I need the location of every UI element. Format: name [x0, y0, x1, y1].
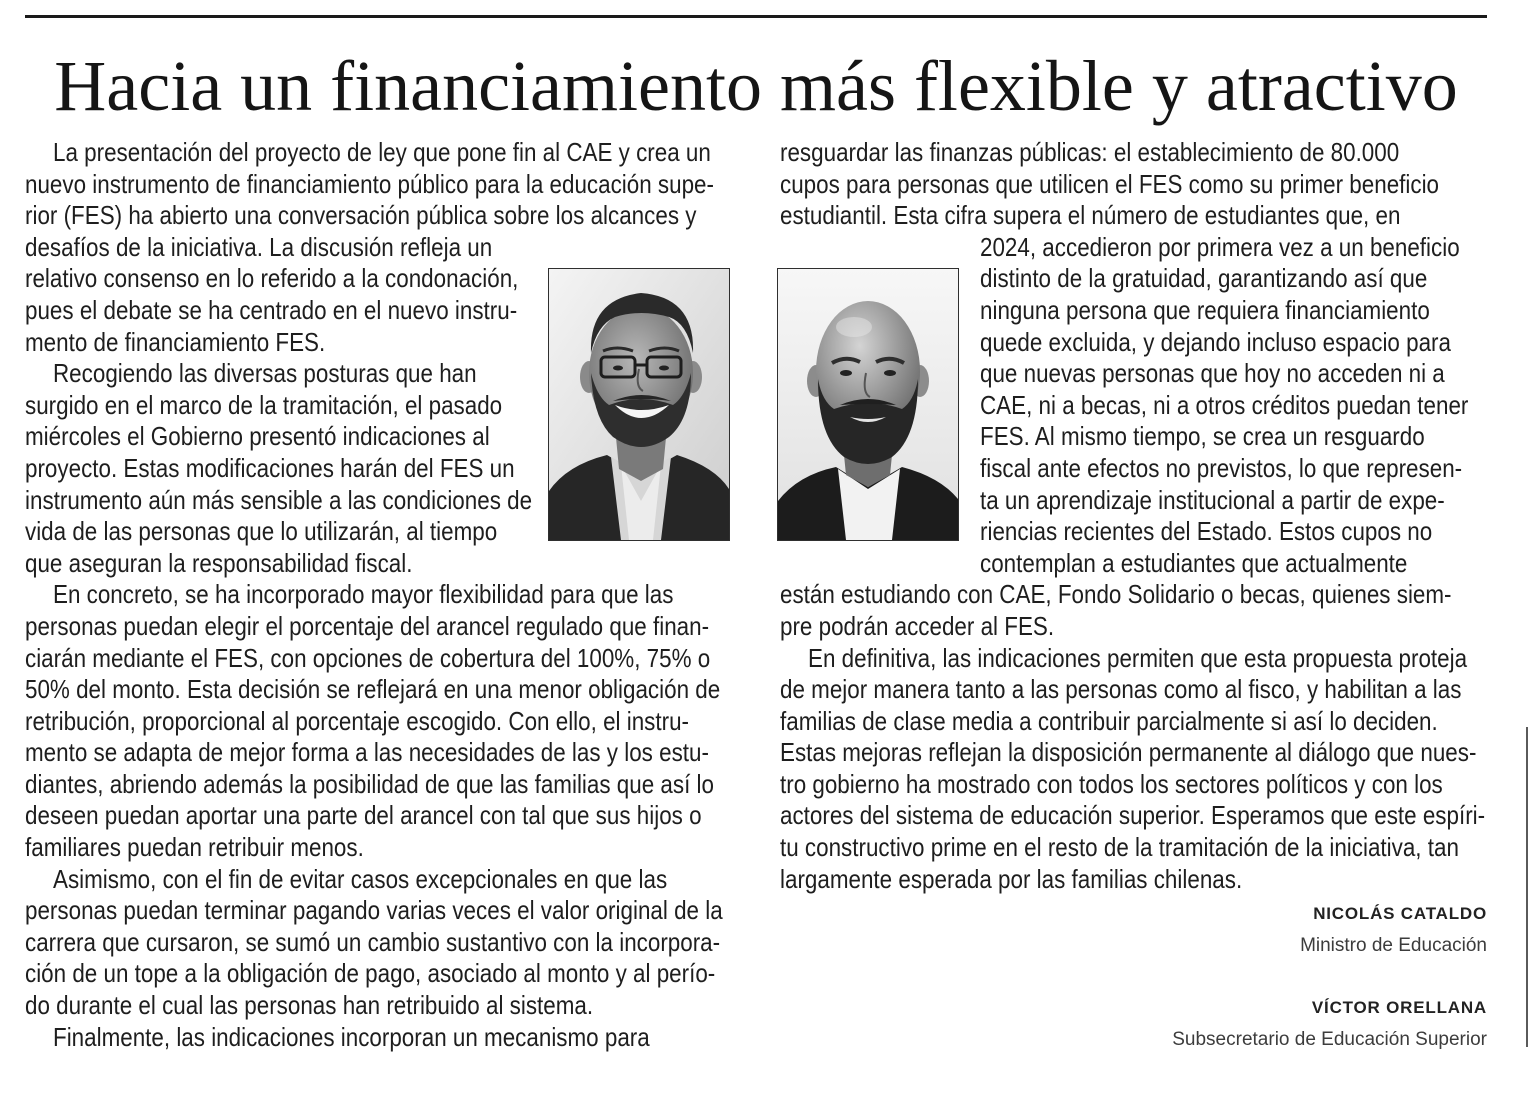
text-line: do durante el cual las personas han retribuido al sistema. — [25, 990, 594, 1021]
author-photo-left — [548, 268, 730, 541]
paragraph-6 — [780, 643, 1487, 896]
text-line: ta un aprendizaje institucional a partir de expe- — [980, 484, 1445, 515]
text-line: están estudiando con CAE, Fondo Solidario o becas, quienes siem- — [780, 579, 1452, 610]
signature-block-2 — [1172, 992, 1487, 1055]
author-name: VÍCTOR ORELLANA — [1311, 998, 1487, 1017]
text-line: surgido en el marco de la tramitación, el pasado — [25, 389, 503, 420]
text-line: instrumento aún más sensible a las condiciones de — [25, 484, 533, 515]
text-line: fiscal ante efectos no previstos, lo que represen- — [980, 452, 1463, 483]
text-line: familiares puedan retribuir menos. — [25, 832, 364, 863]
text-line: mento de financiamiento FES. — [25, 326, 326, 357]
author-name: NICOLÁS CATALDO — [1313, 904, 1487, 923]
author-role: Ministro de Educación — [1300, 934, 1487, 956]
text-line: personas puedan terminar pagando varias veces el valor original de la — [25, 895, 723, 926]
text-line: 50% del monto. Esta decisión se reflejará en una menor obligación de — [25, 674, 721, 705]
text-line: En concreto, se ha incorporado mayor flexibilidad para que las — [53, 579, 674, 610]
text-line: Asimismo, con el fin de evitar casos excepcionales en que las — [53, 863, 668, 894]
text-line: ción de un tope a la obligación de pago, asociado al monto y al perío- — [25, 958, 716, 989]
text-line: largamente esperada por las familias chilenas. — [780, 863, 1243, 894]
text-line: 2024, accedieron por primera vez a un beneficio — [980, 231, 1460, 262]
top-rule — [25, 15, 1487, 18]
text-line: estudiantil. Esta cifra supera el número de estudiantes que, en — [780, 200, 1401, 231]
text-line: retribución, proporcional al porcentaje escogido. Con ello, el instru- — [25, 705, 690, 736]
text-line: Recogiendo las diversas posturas que han — [53, 358, 477, 389]
text-line: resguardar las finanzas públicas: el establecimiento de 80.000 — [780, 137, 1400, 167]
text-line: que aseguran la responsabilidad fiscal. — [25, 547, 413, 578]
text-line: rior (FES) ha abierto una conversación pública sobre los alcances y — [25, 200, 697, 231]
text-line: mento se adapta de mejor forma a las necesidades de las y los estu- — [25, 737, 709, 768]
text-line: contemplan a estudiantes que actualmente — [980, 547, 1408, 578]
text-line: proyecto. Estas modificaciones harán del FES un — [25, 452, 515, 483]
text-line: que nuevas personas que hoy no acceden ni a — [980, 358, 1445, 389]
text-line: familias de clase media a contribuir parcialmente si así lo deciden. — [780, 705, 1438, 736]
text-line: Estas mejoras reflejan la disposición permanente al diálogo que nues- — [780, 737, 1477, 768]
text-line: vida de las personas que lo utilizarán, al tiempo — [25, 516, 498, 547]
text-line: tro gobierno ha mostrado con todos los sectores políticos y con los — [780, 768, 1443, 799]
text-line: actores del sistema de educación superior. Esperamos que este espíri- — [780, 800, 1486, 831]
text-line: La presentación del proyecto de ley que pone fin al CAE y crea un — [53, 137, 711, 167]
text-line: deseen puedan aportar una parte del arancel con tal que sus hijos o — [25, 800, 702, 831]
text-line: relativo consenso en lo referido a la condonación, — [25, 263, 519, 294]
text-line: quede excluida, y dejando incluso espacio para — [980, 326, 1451, 357]
text-line: miércoles el Gobierno presentó indicaciones al — [25, 421, 490, 452]
text-line: CAE, ni a becas, ni a otros créditos puedan tener — [980, 389, 1469, 420]
adjacent-column-rule — [1526, 727, 1528, 1047]
text-line: ciarán mediante el FES, con opciones de cobertura del 100%, 75% o — [25, 642, 711, 673]
text-line: tu constructivo prime en el resto de la tramitación de la iniciativa, tan — [780, 832, 1459, 863]
paragraph-3 — [25, 579, 722, 863]
text-line: pues el debate se ha centrado en el nuevo instru- — [25, 294, 518, 325]
text-line: En definitiva, las indicaciones permiten que esta propuesta proteja — [808, 642, 1468, 673]
paragraph-4 — [25, 864, 722, 1022]
text-line: nuevo instrumento de financiamiento público para la educación supe- — [25, 168, 714, 199]
headline: Hacia un financiamiento más flexible y atractivo — [54, 46, 1458, 126]
author-role: Subsecretario de Educación Superior — [1172, 1028, 1487, 1050]
text-line: personas puedan elegir el porcentaje del arancel regulado que finan- — [25, 610, 710, 641]
text-line: FES. Al mismo tiempo, se crea un resguardo — [980, 421, 1425, 452]
signature-block-1 — [1300, 898, 1487, 961]
text-line: riencias recientes del Estado. Estos cupos no — [980, 516, 1433, 547]
text-line: distinto de la gratuidad, garantizando así que — [980, 263, 1428, 294]
portrait-photo — [778, 269, 958, 540]
paragraph-5-start — [25, 1022, 722, 1054]
text-line: cupos para personas que utilicen el FES como su primer beneficio — [780, 168, 1440, 199]
text-line: desafíos de la iniciativa. La discusión refleja un — [25, 231, 493, 262]
text-line: ninguna persona que requiera financiamiento — [980, 294, 1430, 325]
portrait-photo — [549, 269, 729, 540]
text-line: diantes, abriendo además la posibilidad de que las familias que así lo — [25, 768, 714, 799]
text-line: carrera que cursaron, se sumó un cambio sustantivo con la incorpora- — [25, 926, 721, 957]
author-photo-right — [777, 268, 959, 541]
text-line: Finalmente, las indicaciones incorporan un mecanismo para — [53, 1021, 650, 1052]
text-line: pre podrán acceder al FES. — [780, 610, 1055, 641]
text-line: de mejor manera tanto a las personas como al fisco, y habilitan a las — [780, 674, 1462, 705]
